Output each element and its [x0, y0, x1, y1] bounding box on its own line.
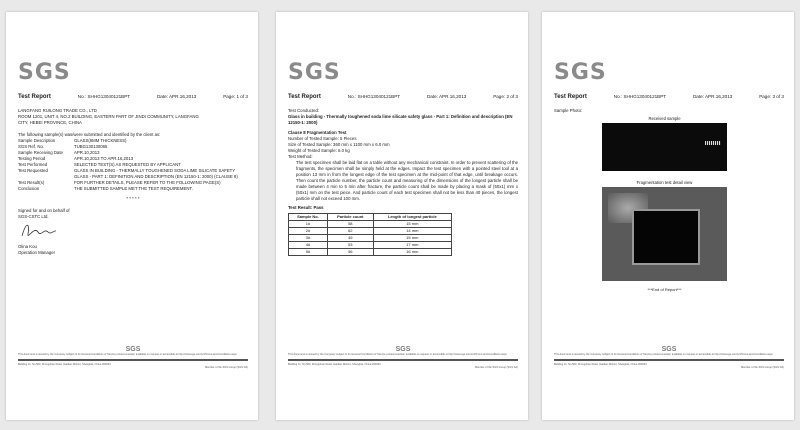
footer-address: Building 11, No.509, Zhongshan Road, Haidian District, Shanghai, China 200233 [554, 362, 647, 366]
footer-divider [554, 359, 784, 361]
fragmentation-image [602, 187, 727, 281]
report-body [554, 108, 784, 114]
label-strip [705, 141, 721, 145]
test-mask [632, 209, 700, 265]
table-header-row [289, 214, 452, 221]
sample-line: Size of Tested Sample: 360 mm x 1100 mm x 6.0 mm [288, 142, 390, 147]
report-header [288, 94, 518, 100]
clause-heading: Clause 8 Fragmentation Test [288, 130, 347, 135]
result-table [288, 213, 452, 256]
page-footer [288, 348, 518, 370]
field-row [18, 168, 248, 180]
field-row [18, 186, 248, 192]
table-row [289, 242, 452, 249]
footer-divider [288, 359, 518, 361]
field-value: FOR FURTHER DETAILS, PLEASE REFER TO THE FOLLOWING PAGE(S) [74, 180, 221, 185]
page-number: Page: 3 of 3 [759, 94, 784, 99]
field-value: APR.10,2013 [74, 150, 100, 155]
sgs-logo: SGS [554, 60, 607, 85]
report-date: Date: APR.16,2013 [426, 94, 467, 99]
table-header: Particle count [327, 214, 373, 221]
footer-address: Building 11, No.509, Zhongshan Road, Haidian District, Shanghai, China 200233 [18, 362, 111, 366]
table-row [289, 228, 452, 235]
report-title: Test Report [18, 94, 51, 100]
page-number: Page: 1 of 3 [223, 94, 248, 99]
page-footer [18, 348, 248, 370]
table-cell: 49 [327, 235, 373, 242]
table-row [289, 221, 452, 228]
field-key: Sample Description [18, 138, 56, 143]
report-title: Test Report [554, 94, 587, 100]
report-header [554, 94, 784, 100]
footer-text: This document is issued by the Company subject to its General Conditions of Service printed overleaf, available on request or accessible at http://www.sgs.com/en/Terms-and-Conditions.aspx [18, 353, 237, 357]
field-key: SGS Ref. No. [18, 144, 45, 149]
field-value: GLASS(6MM THICKNESS) [74, 138, 127, 143]
field-value: THE SUBMITTED SAMPLE MET THE TEST REQUIREMENT. [74, 186, 193, 191]
report-number: No.: SHHG13040121BPT [77, 94, 131, 99]
table-cell: 15 mm [373, 221, 451, 228]
signature-icon [18, 220, 58, 242]
footer-member: Member of the SGS Group (SGS SA) [475, 366, 518, 370]
address-line: ROOM 1201, UNIT 4, NO.2 BUILDING, EASTERN PART OF JINDI COMMUNITY, LANGFANG [18, 114, 199, 119]
table-cell: 53 [327, 242, 373, 249]
report-page-1 [6, 12, 258, 420]
report-date: Date: APR.16,2013 [692, 94, 733, 99]
table-cell: 62 [327, 228, 373, 235]
footer-divider [18, 359, 248, 361]
photo-label: Sample Photo: [554, 108, 583, 113]
report-number: No.: SHHG13040121BPT [347, 94, 401, 99]
table-cell: 4# [289, 242, 328, 249]
field-value: GLASS IN BUILDING - THERMALLY TOUGHENED SODA LIME SILICATE SAFETY GLASS - PART 1: DEFINITION AND DESCRIPTION (EN 12150-1: 2000) (CLAUSE 8) [74, 168, 238, 179]
field-key: Test Result(s) [18, 180, 45, 185]
field-value: APR.10,2013 TO APR.16,2013 [74, 156, 134, 161]
end-of-report: ***End of Report*** [647, 287, 682, 292]
field-key: Conclusion [18, 186, 40, 191]
footer-address: Building 11, No.509, Zhongshan Road, Haidian District, Shanghai, China 200233 [288, 362, 381, 366]
report-number: No.: SHHG13040121BPT [613, 94, 667, 99]
table-row [289, 235, 452, 242]
photo-caption: Fragmentation test detail view [636, 180, 693, 185]
table-cell: 1# [289, 221, 328, 228]
table-cell: 15 mm [373, 235, 451, 242]
conducted-text: Glass in building - Thermally toughened soda lime silicate safety glass - Part 1: Definition and description (EN 12150-1: 2000) [288, 114, 513, 125]
received-sample-photo [602, 116, 727, 171]
footer-text: This document is issued by the Company subject to its General Conditions of Service printed overleaf, available on request or accessible at http://www.sgs.com/en/Terms-and-Conditions.aspx [554, 353, 773, 357]
report-page-3 [542, 12, 794, 420]
separator: * * * * * [126, 196, 140, 201]
address-line: CITY, HEBEI PROVINCE, CHINA [18, 120, 82, 125]
table-cell: 58 [327, 221, 373, 228]
address-line: LANGFANG RUILONG TRADE CO., LTD [18, 108, 97, 113]
report-body [288, 108, 518, 256]
field-value: TUBG130130065 [74, 144, 108, 149]
field-key: Test Requested [18, 168, 48, 173]
method-label: Test Method: [288, 154, 313, 159]
footer-member: Member of the SGS Group (SGS SA) [205, 366, 248, 370]
fragmentation-photo [602, 180, 727, 281]
sgs-logo: SGS [18, 60, 71, 85]
report-title: Test Report [288, 94, 321, 100]
footer-logo: SGS [395, 346, 411, 353]
table-cell: 14 mm [373, 228, 451, 235]
footer-member: Member of the SGS Group (SGS SA) [741, 366, 784, 370]
page-number: Page: 2 of 3 [493, 94, 518, 99]
report-body [18, 108, 248, 256]
report-header [18, 94, 248, 100]
signer-name: Olina Kou [18, 244, 37, 249]
field-value: SELECTED TEST(S) AS REQUESTED BY APPLICANT [74, 162, 181, 167]
field-key: Sample Receiving Date [18, 150, 63, 155]
table-cell: 56 [327, 249, 373, 256]
field-key: Test Performed [18, 162, 48, 167]
footer-logo: SGS [125, 346, 141, 353]
signed-line: Signed for and on behalf of [18, 208, 70, 213]
table-cell: 17 mm [373, 242, 451, 249]
result-label: Test Result: Pass [288, 205, 324, 210]
method-text: The test specimen shall be laid flat on a table without any mechanical constraint. In order to prevent scattering of the fragments, the specimen shall be simply held at the edges. Impact the test specimen with a pointed steel tool at a position 13 mm in from the longest edge of the test specimen at the mid-point of that edge, until breakage occurs. Then count the particle number, the particle count and measuring of the dimensions of the longest particle shall be made between 4 min to 5 min after fracture, the particle count shall be made by placing a mask of (50x1) mm x (50x1) mm on the test piece. And particle count of each test specimen shall not be less than 40 pieces, the longest particle shall not exceed 100 mm. [296, 160, 518, 201]
table-cell: 3# [289, 235, 328, 242]
photo-caption: Received sample [648, 116, 681, 121]
report-page-2 [276, 12, 528, 420]
footer-logo: SGS [661, 346, 677, 353]
sample-line: Weight of Tested Sample: 6.0 kg [288, 148, 350, 153]
table-cell: 5# [289, 249, 328, 256]
sample-line: Number of Tested Sample: 5 Pieces [288, 136, 357, 141]
signed-line: SGS-CSTC Ltd. [18, 214, 49, 219]
table-cell: 2# [289, 228, 328, 235]
signer-title: Operation Manager [18, 250, 56, 255]
intro-text: The following sample(s) was/were submitted and identified by the client as: [18, 132, 161, 137]
conducted-label: Test Conducted: [288, 108, 320, 113]
field-key: Testing Period [18, 156, 46, 161]
table-row [289, 249, 452, 256]
glass-sample-image [602, 123, 727, 171]
page-footer [554, 348, 784, 370]
table-cell: 16 mm [373, 249, 451, 256]
footer-text: This document is issued by the Company subject to its General Conditions of Service printed overleaf, available on request or accessible at http://www.sgs.com/en/Terms-and-Conditions.aspx [288, 353, 507, 357]
report-date: Date: APR.16,2013 [156, 94, 197, 99]
sgs-logo: SGS [288, 60, 341, 85]
table-header: Sample No. [289, 214, 328, 221]
table-header: Length of longest particle [373, 214, 451, 221]
